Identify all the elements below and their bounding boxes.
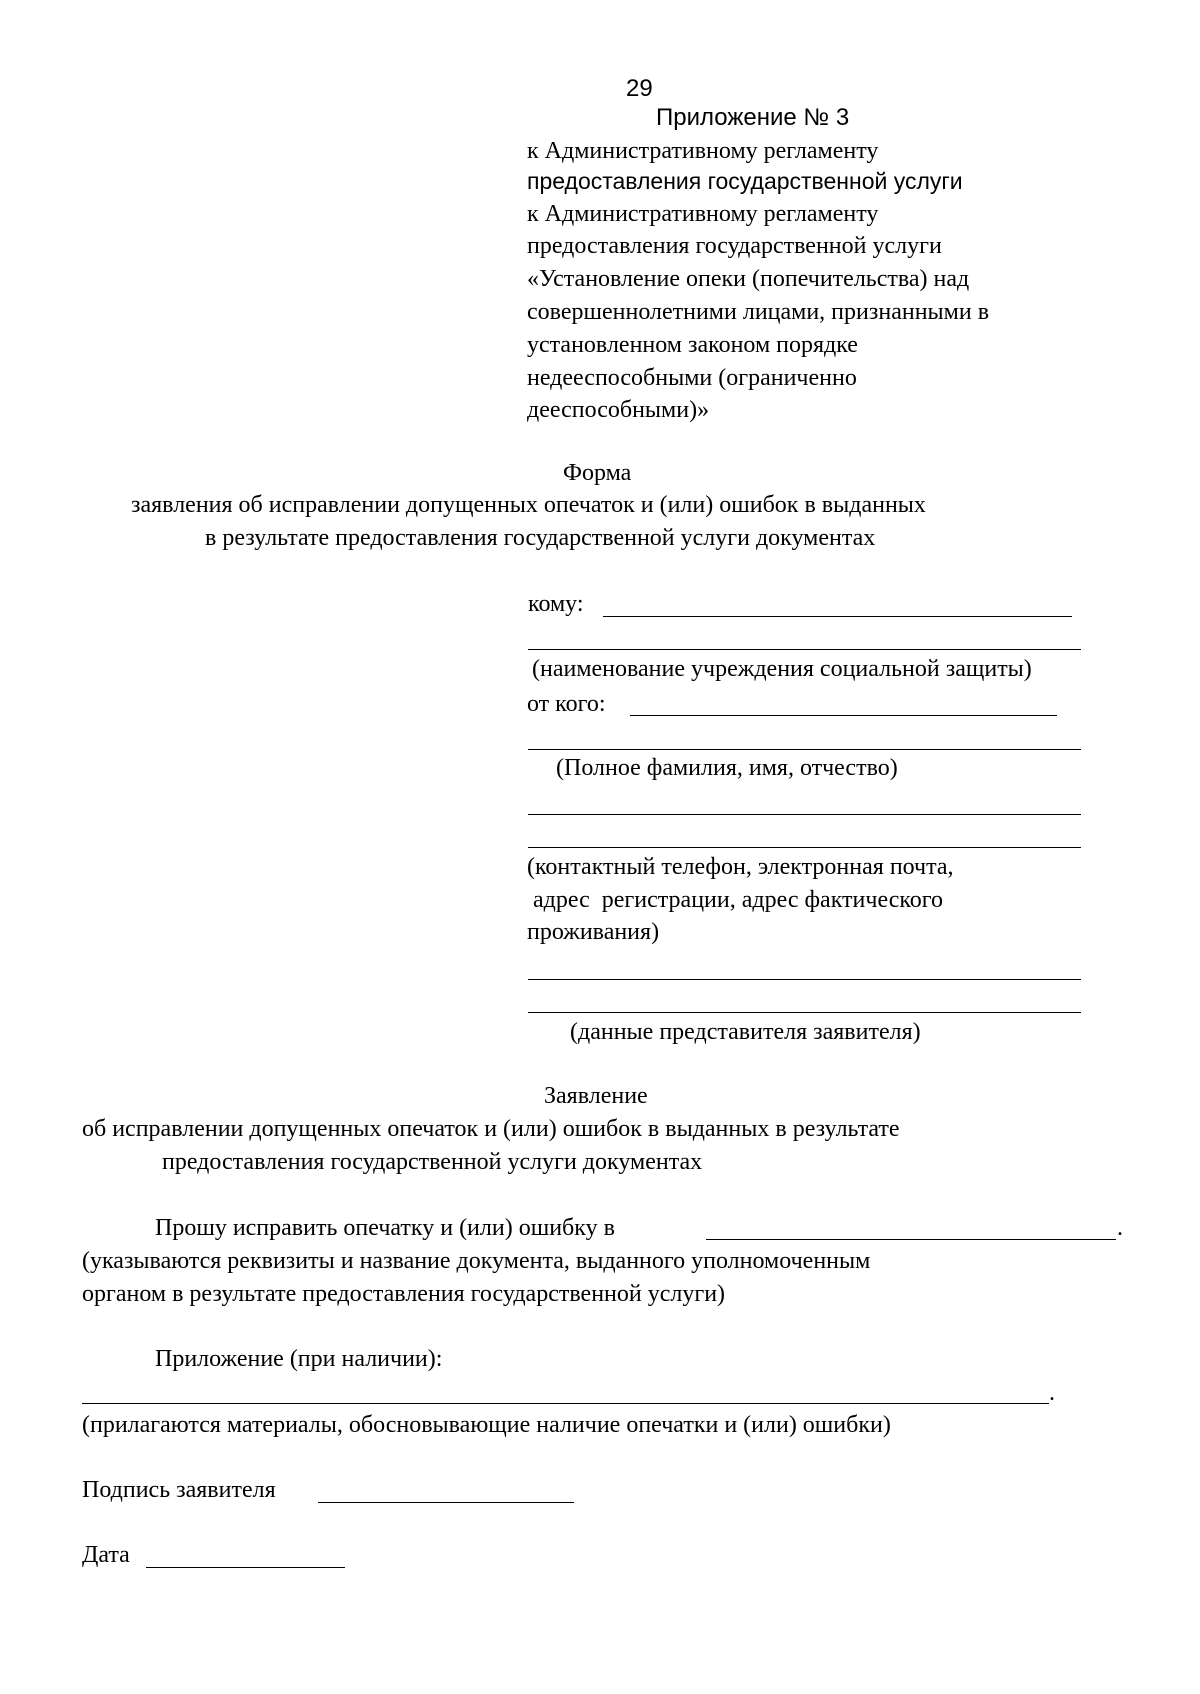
appendix-line: предоставления государственной услуги — [527, 168, 963, 194]
attachment-label: Приложение (при наличии): — [155, 1346, 443, 1372]
representative-caption: (данные представителя заявителя) — [570, 1019, 921, 1045]
from-field-line-2[interactable] — [528, 749, 1081, 750]
appendix-line: «Установление опеки (попечительства) над — [527, 266, 970, 292]
signature-label: Подпись заявителя — [82, 1477, 276, 1503]
request-note: (указываются реквизиты и название документа, выданного уполномоченным — [82, 1248, 871, 1274]
form-subtitle-line: заявления об исправлении допущенных опечаток и (или) ошибок в выданных — [131, 492, 926, 518]
appendix-line: к Административному регламенту — [527, 201, 879, 227]
appendix-line: установленном законом порядке — [527, 332, 858, 358]
date-field-line[interactable] — [146, 1567, 345, 1568]
name-caption: (Полное фамилия, имя, отчество) — [556, 755, 898, 781]
form-subtitle-line: в результате предоставления государственной услуги документах — [205, 525, 876, 551]
representative-field-line-2[interactable] — [528, 1012, 1081, 1013]
request-document-field[interactable] — [706, 1239, 1116, 1240]
to-field-line[interactable] — [603, 616, 1072, 617]
appendix-line: недееспособными (ограниченно — [527, 365, 857, 391]
appendix-line: совершеннолетними лицами, признанными в — [527, 299, 990, 325]
representative-field-line[interactable] — [528, 979, 1081, 980]
appendix-title: Приложение № 3 — [656, 104, 850, 131]
from-label: от кого: — [527, 691, 606, 717]
contacts-caption: адрес регистрации, адрес фактического — [527, 887, 944, 913]
contacts-field-line-2[interactable] — [528, 847, 1081, 848]
attachment-field-line[interactable] — [82, 1403, 1049, 1404]
statement-subtitle-line: предоставления государственной услуги документах — [162, 1149, 703, 1175]
appendix-line: дееспособными)» — [527, 397, 710, 423]
institution-caption: (наименование учреждения социальной защиты) — [532, 656, 1032, 682]
to-field-line-2[interactable] — [528, 649, 1081, 650]
statement-subtitle-line: об исправлении допущенных опечаток и (или) ошибок в выданных в результате — [82, 1116, 900, 1142]
date-label: Дата — [82, 1542, 130, 1568]
contacts-caption: (контактный телефон, электронная почта, — [527, 854, 954, 880]
from-field-line[interactable] — [630, 715, 1057, 716]
to-label: кому: — [528, 591, 584, 617]
attachment-note: (прилагаются материалы, обосновывающие наличие опечатки и (или) ошибки) — [82, 1412, 891, 1438]
request-text: Прошу исправить опечатку и (или) ошибку в — [155, 1215, 615, 1241]
signature-field-line[interactable] — [318, 1502, 574, 1503]
request-end-punct: . — [1117, 1215, 1123, 1241]
request-note: органом в результате предоставления государственной услуги) — [82, 1281, 726, 1307]
contacts-field-line[interactable] — [528, 814, 1081, 815]
attachment-end-punct: . — [1049, 1380, 1055, 1406]
page-number: 29 — [626, 75, 653, 102]
statement-title: Заявление — [544, 1083, 648, 1109]
form-title: Форма — [563, 460, 632, 486]
contacts-caption: проживания) — [527, 919, 660, 945]
appendix-line: к Административному регламенту — [527, 138, 879, 164]
appendix-line: предоставления государственной услуги — [527, 233, 942, 259]
